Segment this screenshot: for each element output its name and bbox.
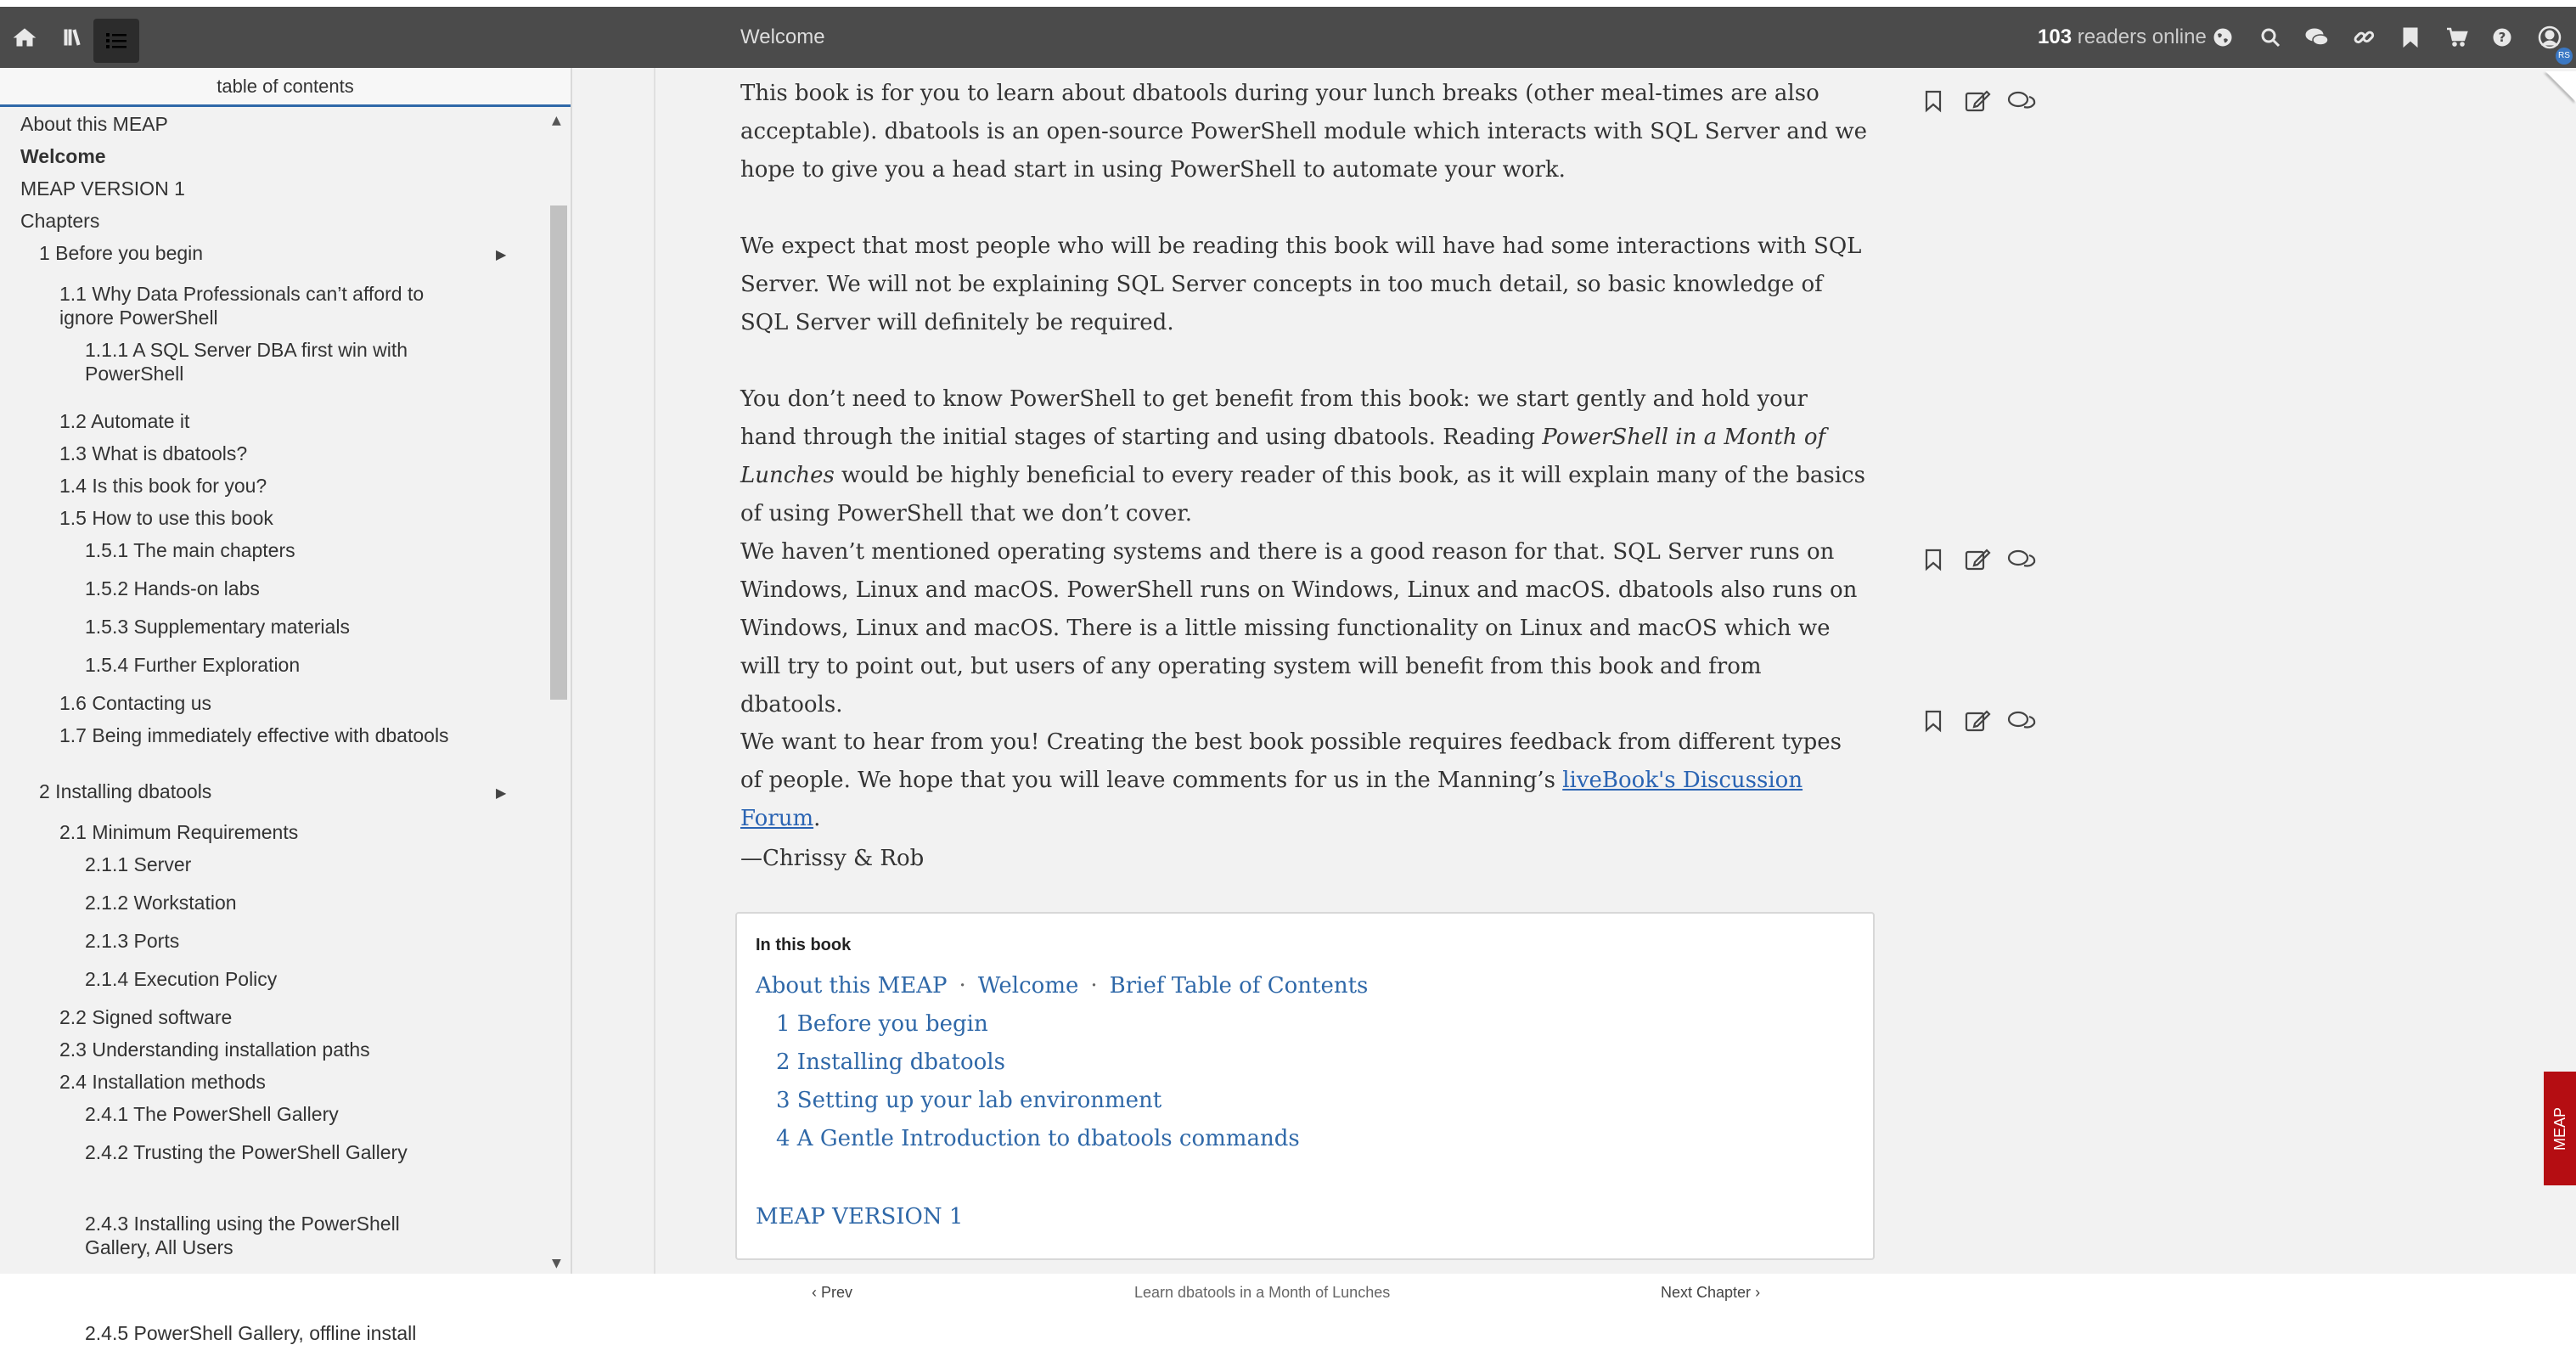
- scrollbar-thumb[interactable]: [550, 205, 567, 700]
- link-meap-version[interactable]: MEAP VERSION 1: [756, 1204, 964, 1230]
- toc-sidebar: [0, 68, 572, 1344]
- user-initials-badge: RS: [2556, 48, 2573, 65]
- toc-item[interactable]: 2.3 Understanding installation paths: [59, 1038, 370, 1061]
- comment-icon[interactable]: [2009, 547, 2034, 572]
- bookmark-icon[interactable]: [1921, 88, 1946, 114]
- prev-button[interactable]: [812, 1284, 852, 1302]
- paragraph-feedback: [740, 723, 1870, 838]
- toc-item[interactable]: 2.4 Installation methods: [59, 1071, 266, 1093]
- paragraph-audience: We expect that most people who will be reading this book will have had some interactions with SQL Server. We will not be explaining SQL Server concepts in too much detail, so basic knowledge of SQL Server will definitely be required.: [740, 234, 1862, 335]
- meap-tab[interactable]: [2544, 1072, 2576, 1185]
- bookmark-icon[interactable]: [1921, 708, 1946, 734]
- toc-item[interactable]: 2.4.3 Installing using the PowerShell Gallery, All Users: [85, 1213, 400, 1258]
- toc-item[interactable]: 2.1.4 Execution Policy: [85, 968, 278, 990]
- toc-item[interactable]: 1.1 Why Data Professionals can’t afford to ignore PowerShell: [59, 283, 425, 329]
- meap-tab-label: MEAP: [2551, 1106, 2568, 1151]
- bookmark-icon[interactable]: [1921, 547, 1946, 572]
- home-icon[interactable]: [12, 7, 37, 68]
- bottom-navigation: [0, 1274, 2576, 1309]
- toc-item[interactable]: 2.1.2 Workstation: [85, 892, 237, 914]
- chevron-left-icon: ‹: [812, 1284, 821, 1301]
- link-chapter-1[interactable]: 1 Before you begin: [776, 1011, 988, 1037]
- toc-item[interactable]: 1.7 Being immediately effective with dbatools: [59, 724, 449, 746]
- toc-item[interactable]: 2 Installing dbatools: [39, 780, 212, 802]
- svg-text:?: ?: [2498, 30, 2506, 45]
- link-welcome[interactable]: Welcome: [977, 973, 1079, 999]
- edit-note-icon[interactable]: [1965, 547, 1990, 572]
- paragraph-operating-systems: We haven’t mentioned operating systems and there is a good reason for that. SQL Server runs on Windows, Linux and macOS. PowerShell runs on Windows, Linux and macOS. dbatools also runs on Windows, Linux and macOS. There is a little missing functionality on Linux and macOS which we will try to point out, but users of any operating system will benefit from this book and from dbatools.: [740, 539, 1858, 718]
- link-chapter-2[interactable]: 2 Installing dbatools: [776, 1050, 1005, 1075]
- toc-scrollbar[interactable]: [547, 107, 571, 1274]
- link-chapter-3[interactable]: 3 Setting up your lab environment: [776, 1088, 1162, 1113]
- toc-item[interactable]: 1.4 Is this book for you?: [59, 475, 267, 497]
- text-span: .: [813, 806, 821, 831]
- expand-caret-icon[interactable]: ▶: [496, 248, 507, 262]
- prev-label: Prev: [821, 1284, 853, 1301]
- toc-list: [0, 107, 547, 1344]
- link-brief-toc[interactable]: Brief Table of Contents: [1109, 973, 1369, 999]
- left-gutter: [572, 68, 655, 1274]
- toc-item[interactable]: 2.4.5 PowerShell Gallery, offline install: [85, 1322, 417, 1344]
- library-icon[interactable]: [59, 7, 85, 68]
- search-icon[interactable]: [2258, 7, 2282, 68]
- link-icon[interactable]: [2352, 7, 2376, 68]
- toc-item[interactable]: 1 Before you begin: [39, 242, 204, 264]
- readers-count: 103: [2038, 25, 2073, 48]
- toc-item[interactable]: Chapters: [20, 210, 100, 232]
- text-span: would be highly beneficial to every reader of this book, as it will explain many of the basics of using PowerShell that we don’t cover.: [740, 463, 1865, 526]
- toc-item[interactable]: 1.5.2 Hands-on labs: [85, 577, 260, 599]
- toc-item[interactable]: 1.5.3 Supplementary materials: [85, 616, 350, 638]
- next-label: Next Chapter: [1661, 1284, 1752, 1301]
- toc-item[interactable]: Welcome: [20, 145, 106, 167]
- toc-item[interactable]: 1.6 Contacting us: [59, 692, 212, 714]
- paragraph-tools: [1921, 88, 2034, 114]
- list-icon: [105, 31, 127, 50]
- readers-online: [2038, 7, 2207, 68]
- toc-item[interactable]: 2.4.1 The PowerShell Gallery: [85, 1103, 339, 1125]
- top-toolbar: [0, 7, 2576, 68]
- discussion-icon[interactable]: [2304, 7, 2330, 68]
- toc-item[interactable]: 1.3 What is dbatools?: [59, 442, 248, 464]
- link-about-meap[interactable]: About this MEAP: [756, 973, 948, 999]
- readers-label: readers online: [2077, 25, 2207, 48]
- separator: ·: [1090, 973, 1098, 999]
- toc-item[interactable]: 2.2 Signed software: [59, 1006, 233, 1028]
- signature: —Chrissy & Rob: [740, 846, 925, 871]
- toc-item[interactable]: 1.2 Automate it: [59, 410, 190, 432]
- separator: ·: [959, 973, 966, 999]
- text-span: You don’t need to know PowerShell to get benefit from this book: we start gently and hold your hand through the initial stages of starting and using dbatools. Reading: [740, 386, 1808, 450]
- help-icon[interactable]: [2491, 7, 2513, 68]
- toc-item[interactable]: 1.5.1 The main chapters: [85, 539, 295, 561]
- scroll-up-icon[interactable]: ▲: [552, 114, 561, 127]
- toc-toggle-button[interactable]: [93, 19, 139, 63]
- book-title-italic: PowerShell in a Month of Lunches: [740, 425, 1826, 488]
- comment-icon[interactable]: [2009, 88, 2034, 114]
- expand-caret-icon[interactable]: ▶: [496, 786, 507, 801]
- globe-icon[interactable]: [2211, 7, 2235, 68]
- toc-item[interactable]: About this MEAP: [20, 113, 168, 135]
- toc-item[interactable]: 2.4.2 Trusting the PowerShell Gallery: [85, 1141, 408, 1163]
- paragraph-intro: This book is for you to learn about dbatools during your lunch breaks (other meal-times are also acceptable). dbatools is an open-source PowerShell module which interacts with SQL Server and we hope to give you a head start in using PowerShell to automate your work.: [740, 81, 1867, 183]
- in-this-book-heading: In this book: [756, 936, 852, 954]
- toc-item[interactable]: 1.5 How to use this book: [59, 507, 273, 529]
- comment-icon[interactable]: [2009, 708, 2034, 734]
- page-corner-fold[interactable]: [2545, 71, 2576, 102]
- toc-item[interactable]: 2.1.3 Ports: [85, 930, 180, 952]
- in-this-book-top-links: [756, 973, 1368, 999]
- toc-item[interactable]: 1.5.4 Further Exploration: [85, 654, 301, 676]
- text-span: We want to hear from you! Creating the best book possible requires feedback from different types of people. We hope that you will leave comments for us in the Manning’s: [740, 729, 1842, 793]
- toc-header: table of contents: [0, 68, 571, 107]
- toc-item[interactable]: 1.1.1 A SQL Server DBA first win with PowerShell: [85, 339, 408, 385]
- toc-item[interactable]: 2.1.1 Server: [85, 853, 192, 875]
- next-chapter-button[interactable]: [1661, 1284, 1760, 1302]
- link-chapter-4[interactable]: 4 A Gentle Introduction to dbatools commands: [776, 1126, 1300, 1151]
- paragraph-tools: [1921, 547, 2034, 572]
- paragraph-tools: [1921, 708, 2034, 734]
- chevron-right-icon: ›: [1751, 1284, 1761, 1301]
- bookmark-icon[interactable]: [2399, 7, 2421, 68]
- scroll-down-icon[interactable]: ▼: [552, 1257, 561, 1270]
- cart-icon[interactable]: [2445, 7, 2469, 68]
- in-this-book-panel: [735, 912, 1875, 1260]
- discussion-forum-link[interactable]: liveBook's Discussion Forum: [740, 768, 1803, 831]
- toc-item[interactable]: 2.1 Minimum Requirements: [59, 821, 299, 843]
- paragraph-powershell: [740, 380, 1870, 533]
- page-title: Welcome: [740, 25, 825, 48]
- edit-note-icon[interactable]: [1965, 708, 1990, 734]
- book-title: Learn dbatools in a Month of Lunches: [1134, 1284, 1391, 1301]
- toc-item[interactable]: MEAP VERSION 1: [20, 177, 185, 200]
- edit-note-icon[interactable]: [1965, 88, 1990, 114]
